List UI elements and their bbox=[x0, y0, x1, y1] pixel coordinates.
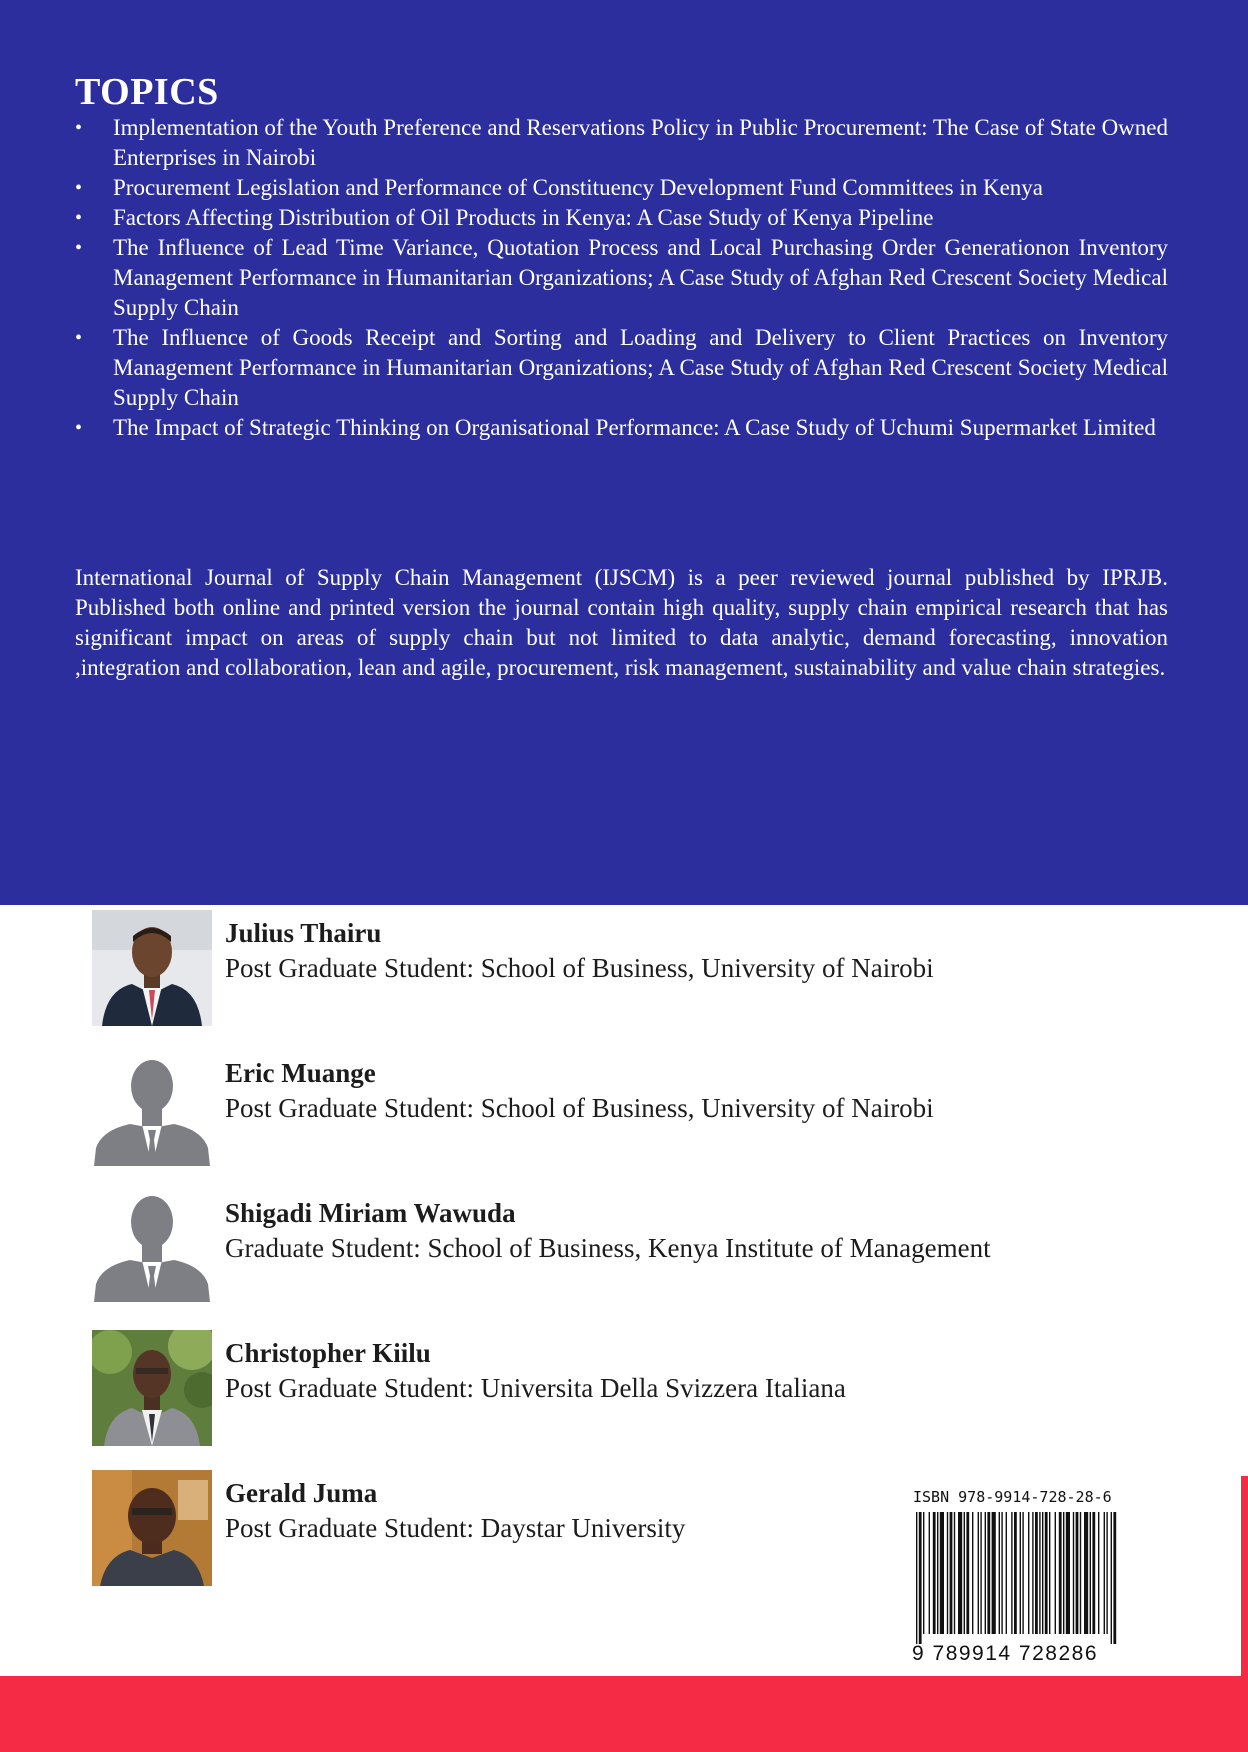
barcode-bar bbox=[1039, 1512, 1040, 1634]
barcode-bar bbox=[916, 1512, 917, 1644]
topic-item: • Factors Affecting Distribution of Oil Products in Kenya: A Case Study of Kenya Pipeline bbox=[75, 203, 1168, 233]
topics-heading: TOPICS bbox=[75, 71, 219, 113]
barcode-bar bbox=[1022, 1512, 1023, 1634]
barcode-bar bbox=[999, 1512, 1000, 1634]
author-photo bbox=[92, 910, 212, 1026]
barcode-bar bbox=[980, 1512, 981, 1634]
barcode-bar bbox=[1001, 1512, 1002, 1634]
author-name: Gerald Juma bbox=[225, 1478, 378, 1508]
barcode-bar bbox=[940, 1512, 944, 1634]
barcode-bar bbox=[919, 1512, 922, 1644]
author-silhouette-icon bbox=[92, 1190, 212, 1306]
barcode-bar bbox=[947, 1512, 948, 1634]
author-photo bbox=[92, 1470, 212, 1586]
author-name: Shigadi Miriam Wawuda bbox=[225, 1198, 516, 1228]
topic-item: • The Influence of Goods Receipt and Sorting and Loading and Delivery to Client Practices on Inventory Management Performance in Humanitarian Organizations; A Case Study of Afghan Red Crescent Society Medical Supply Chain bbox=[75, 323, 1168, 413]
barcode-bar bbox=[964, 1512, 965, 1634]
barcode-bar bbox=[1106, 1512, 1107, 1634]
barcode-bar bbox=[1032, 1512, 1033, 1634]
barcode-bar bbox=[923, 1512, 924, 1634]
author-name: Christopher Kiilu bbox=[225, 1338, 431, 1368]
barcode-bar bbox=[1042, 1512, 1043, 1634]
topic-item: • The Impact of Strategic Thinking on Organisational Performance: A Case Study of Uchumi Supermarket Limited bbox=[75, 413, 1168, 443]
barcode-bar bbox=[1073, 1512, 1074, 1634]
barcode-bar bbox=[1049, 1512, 1050, 1634]
barcode-bar bbox=[1011, 1512, 1012, 1634]
author-entry bbox=[92, 1330, 992, 1448]
barcode-bar bbox=[1035, 1512, 1038, 1634]
barcode-bar bbox=[987, 1512, 990, 1634]
isbn-barcode bbox=[912, 1488, 1142, 1668]
author-silhouette-icon bbox=[92, 1050, 212, 1166]
barcode-bar bbox=[1045, 1512, 1048, 1634]
red-side-stripe bbox=[1241, 1476, 1248, 1676]
author-entry bbox=[92, 1190, 992, 1308]
barcode-bar bbox=[1104, 1512, 1105, 1634]
author-affiliation: Post Graduate Student: Daystar University bbox=[225, 1513, 686, 1543]
barcode-bar bbox=[1098, 1512, 1099, 1634]
barcode-bar bbox=[1063, 1512, 1064, 1634]
barcode-bar bbox=[1084, 1512, 1088, 1634]
topics-list bbox=[75, 113, 1168, 443]
barcode-bar bbox=[1006, 1512, 1007, 1634]
author-name: Eric Muange bbox=[225, 1058, 376, 1088]
author-affiliation: Post Graduate Student: Universita Della Svizzera Italiana bbox=[225, 1373, 846, 1403]
topic-item: • Procurement Legislation and Performance of Constituency Development Fund Committees in Kenya bbox=[75, 173, 1168, 203]
barcode-digits: 9 789914 728286 bbox=[912, 1642, 1098, 1665]
barcode-bar bbox=[1028, 1512, 1029, 1634]
author-entry bbox=[92, 1470, 992, 1588]
barcode-bar bbox=[1055, 1512, 1056, 1634]
barcode-bar bbox=[937, 1512, 938, 1634]
topic-item: • Implementation of the Youth Preference and Reservations Policy in Public Procurement: The Case of State Owned Enterprises in Nairobi bbox=[75, 113, 1168, 173]
author-photo bbox=[92, 1330, 212, 1446]
barcode-bar bbox=[1111, 1512, 1112, 1644]
journal-description: International Journal of Supply Chain Management (IJSCM) is a peer reviewed journal published by IPRJB. Published both online and printed version the journal contain high quality, supply chain empirical research that has significant impact on areas of supply chain but not limited to data analytic, demand forecasting, innovation ,integration and collaboration, lean and agile, procurement, risk management, sustainability and value chain strategies. bbox=[75, 565, 1168, 680]
author-affiliation: Graduate Student: School of Business, Kenya Institute of Management bbox=[225, 1233, 991, 1263]
barcode-bar bbox=[978, 1512, 979, 1634]
author-entry bbox=[92, 910, 992, 1028]
barcode-bar bbox=[1020, 1512, 1021, 1634]
red-footer-bar bbox=[0, 1676, 1248, 1752]
author-name: Julius Thairu bbox=[225, 918, 382, 948]
barcode-bar bbox=[972, 1512, 973, 1634]
barcode-bar bbox=[966, 1512, 969, 1634]
barcode-bar bbox=[1092, 1512, 1095, 1634]
barcode-bar bbox=[1014, 1512, 1017, 1634]
author-affiliation: Post Graduate Student: School of Business, University of Nairobi bbox=[225, 1093, 934, 1123]
barcode-bar bbox=[950, 1512, 953, 1634]
barcode-bar bbox=[992, 1512, 996, 1634]
barcode-icon bbox=[912, 1512, 1122, 1644]
barcode-bar bbox=[933, 1512, 936, 1634]
barcode-bar bbox=[954, 1512, 955, 1634]
author-affiliation: Post Graduate Student: School of Business, University of Nairobi bbox=[225, 953, 934, 983]
barcode-bar bbox=[985, 1512, 986, 1634]
topic-item: • The Influence of Lead Time Variance, Quotation Process and Local Purchasing Order Generationon Inventory Management Performance in Humanitarian Organizations; A Case Study of Afghan Red Crescent Society Medical Supply Chain bbox=[75, 233, 1168, 323]
barcode-bar bbox=[1113, 1512, 1116, 1644]
barcode-bar bbox=[929, 1512, 930, 1634]
barcode-bar bbox=[1066, 1512, 1070, 1634]
barcode-bar bbox=[1080, 1512, 1081, 1634]
author-entry bbox=[92, 1050, 992, 1168]
barcode-bar bbox=[1076, 1512, 1079, 1634]
barcode-bar bbox=[1090, 1512, 1091, 1634]
barcode-bar bbox=[958, 1512, 962, 1634]
barcode-bar bbox=[1059, 1512, 1062, 1634]
isbn-label: ISBN 978-9914-728-28-6 bbox=[913, 1488, 1112, 1506]
